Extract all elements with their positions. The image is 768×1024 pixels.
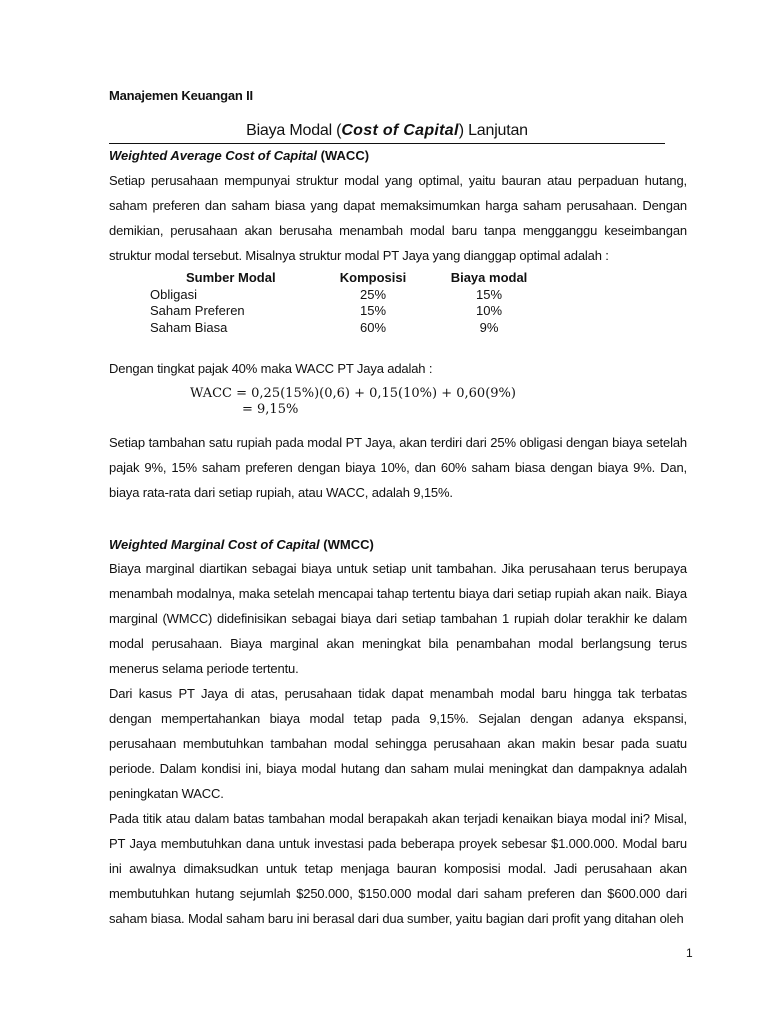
table-cell: Obligasi (150, 286, 197, 302)
table-cell: 25% (359, 286, 387, 302)
wmcc-paragraph-2: Dari kasus PT Jaya di atas, perusahaan tidak dapat menambah modal baru hingga tak terbatas dengan mempertahankan biaya modal tetap pada 9,15%. Sejalan dengan adanya ekspansi, perusahaan membutuhkan tambahan modal sehingga perusahaan akan makin besar pada suatu periode. Dalam kondisi ini, biaya modal hutang dan saham mulai meningkat dan dampaknya adalah peningkatan WACC. (109, 686, 687, 801)
wacc-paragraph-2: Setiap tambahan satu rupiah pada modal PT Jaya, akan terdiri dari 25% obligasi dengan biaya setelah pajak 9%, 15% saham preferen dengan biaya 10%, dan 60% saham biasa dengan biaya 9%. Dan, biaya rata-rata dari setiap rupiah, atau WACC, adalah 9,15%. (109, 435, 687, 500)
table-cell: Saham Preferen (150, 303, 245, 318)
table-header-source: Sumber Modal (186, 270, 276, 285)
table-header-cost: Biaya modal (450, 270, 528, 285)
page-number: 1 (686, 946, 693, 960)
page-header: Manajemen Keuangan II (109, 88, 253, 103)
formula-line-2: = 9,15% (242, 402, 299, 417)
formula-line-1: WACC = 0,25(15%)(0,6) + 0,15(10%) + 0,60(9%) (190, 386, 516, 401)
wacc-heading (109, 148, 369, 163)
wacc-paragraph-1: Setiap perusahaan mempunyai struktur modal yang optimal, yaitu bauran atau perpaduan hutang, saham preferen dan saham biasa yang dapat memaksimumkan harga saham perusahaan. Dengan demikian, perusahaan akan berusaha menambah modal baru tanpa mengganggu keseimbangan struktur modal tersebut. Misalnya struktur modal PT Jaya yang dianggap optimal adalah : (109, 173, 687, 263)
table-cell: 15% (475, 286, 503, 302)
document-title (109, 122, 665, 140)
wmcc-heading (109, 537, 374, 552)
title-underline (109, 143, 665, 144)
table-header-composition: Komposisi (339, 270, 407, 285)
wmcc-paragraph-1: Biaya marginal diartikan sebagai biaya untuk setiap unit tambahan. Jika perusahaan terus berupaya menambah modalnya, maka setelah mencapai tahap tertentu biaya dari setiap rupiah akan naik. Biaya marginal (WMCC) didefinisikan sebagai biaya dari setiap tambahan 1 rupiah dolar terakhir ke dalam modal perusahaan. Biaya marginal akan meningkat bila penambahan modal berlangsung terus menerus selama periode tertentu. (109, 561, 687, 676)
wacc-heading-suffix: (WACC) (317, 148, 370, 163)
title-italic: Cost of Capital (341, 122, 459, 139)
title-prefix: Biaya Modal ( (246, 122, 342, 139)
wmcc-heading-italic: Weighted Marginal Cost of Capital (109, 537, 320, 552)
wacc-tax-text: Dengan tingkat pajak 40% maka WACC PT Jaya adalah : (109, 361, 433, 376)
table-cell: Saham Biasa (150, 319, 228, 335)
wacc-formula (190, 386, 516, 418)
wacc-heading-italic: Weighted Average Cost of Capital (109, 148, 318, 163)
wmcc-paragraph-3: Pada titik atau dalam batas tambahan modal berapakah akan terjadi kenaikan biaya modal ini? Misal, PT Jaya membutuhkan dana untuk investasi pada beberapa proyek sebesar $1.000.000. Modal baru ini awalnya dimaksudkan untuk tetap menjaga bauran komposisi modal. Jadi perusahaan akan membutuhkan hutang sejumlah $250.000, $150.000 modal dari saham preferen dan $600.000 dari saham biasa. Modal saham baru ini berasal dari dua sumber, yaitu bagian dari profit yang ditahan oleh (109, 811, 687, 926)
table-cell: 10% (475, 303, 503, 318)
wmcc-heading-suffix: (WMCC) (319, 537, 374, 552)
table-cell: 9% (479, 319, 499, 335)
title-suffix: ) Lanjutan (458, 122, 528, 139)
table-cell: 60% (359, 319, 387, 335)
table-cell: 15% (359, 303, 387, 318)
